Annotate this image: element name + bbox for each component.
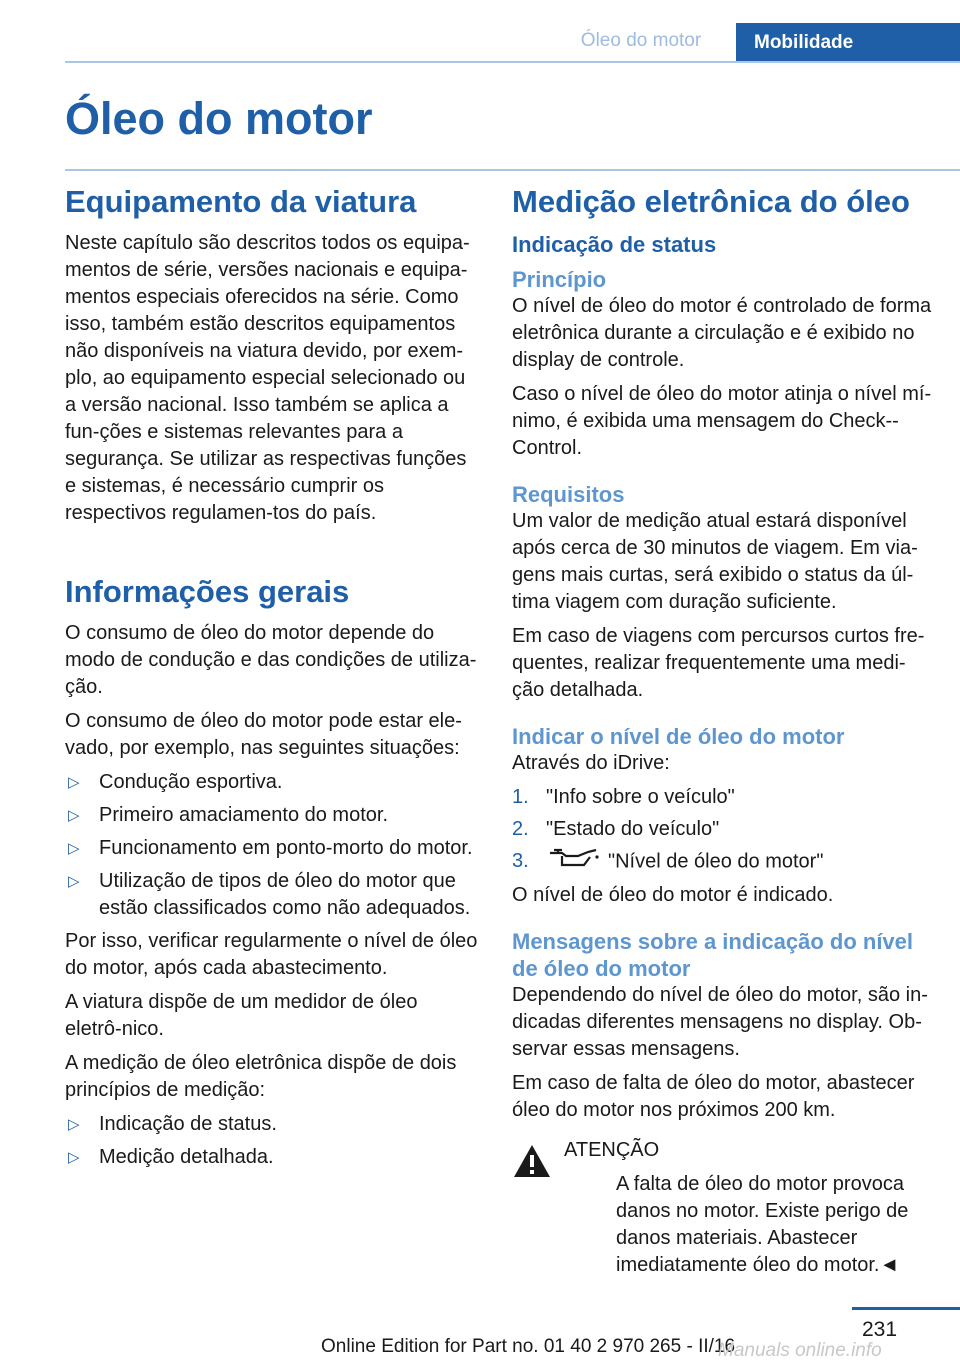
paragraph-general-1: O consumo de óleo do motor depende do modo de condução e das condições de utiliza-ção. <box>65 622 477 698</box>
page-number: 231 <box>862 1318 898 1341</box>
paragraph-principle-2: Caso o nível de óleo do motor atinja o nível mí-nimo, é exibida uma mensagem do Check--Control. <box>512 383 932 459</box>
watermark: Manuals online.info <box>718 1340 882 1361</box>
list-item: 1. "Info sobre o veículo" <box>512 786 735 808</box>
oil-can-icon <box>546 848 600 876</box>
triangle-bullet-icon: ▷ <box>68 1116 80 1133</box>
paragraph-principle-1: O nível de óleo do motor é controlado de forma eletrônica durante a circulação e é exibido no display de controle. <box>512 295 932 371</box>
list-item: ▷ Condução esportiva. <box>65 769 479 796</box>
paragraph-check: Por isso, verificar regularmente o nível de óleo do motor, após cada abastecimento. <box>65 930 478 979</box>
paragraph-via-idrive: Através do iDrive: <box>512 752 670 774</box>
warning-title: ATENÇÃO <box>564 1139 660 1161</box>
list-item: ▷ Funcionamento em ponto-morto do motor. <box>65 835 479 862</box>
heading-general-info: Informações gerais <box>65 574 350 609</box>
header-chapter-tab: Mobilidade <box>736 23 960 63</box>
heading-equipment: Equipamento da viatura <box>65 184 417 219</box>
list-item: ▷ Medição detalhada. <box>65 1144 479 1171</box>
heading-indicate-oil-level: Indicar o nível de óleo do motor <box>512 724 845 749</box>
list-item: 2. "Estado do veículo" <box>512 818 720 840</box>
paragraph-messages-2: Em caso de falta de óleo do motor, abastecer óleo do motor nos próximos 200 km. <box>512 1072 915 1121</box>
triangle-bullet-icon: ▷ <box>68 807 80 824</box>
triangle-bullet-icon: ▷ <box>68 774 80 791</box>
warning-text: A falta de óleo do motor provoca danos no motor. Existe perigo de danos materiais. Abastecer imediatamente óleo do motor.◄ <box>616 1173 909 1276</box>
warning-box <box>512 1137 932 1279</box>
footer-rule <box>852 1307 960 1310</box>
principles-list <box>65 1111 479 1171</box>
paragraph-indicated: O nível de óleo do motor é indicado. <box>512 884 834 906</box>
heading-requirements: Requisitos <box>512 482 625 507</box>
list-item: 3. "Nível de óleo do motor" <box>512 848 932 876</box>
warning-triangle-icon <box>512 1143 552 1187</box>
heading-status-indication: Indicação de status <box>512 232 717 257</box>
page-title: Óleo do motor <box>65 93 373 144</box>
heading-principle: Princípio <box>512 267 607 292</box>
paragraph-general-2: O consumo de óleo do motor pode estar ele-vado, por exemplo, nas seguintes situações: <box>65 710 462 759</box>
triangle-bullet-icon: ▷ <box>68 840 80 857</box>
paragraph-requirements-2: Em caso de viagens com percursos curtos fre-quentes, realizar frequentemente uma medi-ção detalhada. <box>512 625 925 701</box>
paragraph-meter: A viatura dispõe de um medidor de óleo eletrô-nico. <box>65 991 418 1040</box>
title-rule <box>65 169 960 171</box>
header-section-label: Óleo do motor <box>580 30 702 51</box>
left-column <box>65 180 479 1177</box>
list-item: ▷ Indicação de status. <box>65 1111 479 1138</box>
header-rule <box>65 61 960 63</box>
footer-edition: Online Edition for Part no. 01 40 2 970 265 - II/16 <box>321 1336 736 1357</box>
situations-list <box>65 769 479 922</box>
list-item: ▷ Utilização de tipos de óleo do motor que estão classificados como não adequados. <box>68 870 471 919</box>
triangle-bullet-icon: ▷ <box>68 1149 80 1166</box>
paragraph-requirements-1: Um valor de medição atual estará disponível após cerca de 30 minutos de viagem. Em via-gens mais curtas, será exibido o status da úl-tima viagem com duração suficiente. <box>512 510 918 613</box>
triangle-bullet-icon: ▷ <box>68 873 80 890</box>
heading-electronic-measurement: Medição eletrônica do óleo <box>512 184 910 219</box>
paragraph-principles: A medição de óleo eletrônica dispõe de dois princípios de medição: <box>65 1052 457 1101</box>
right-column <box>512 180 932 1286</box>
heading-messages: Mensagens sobre a indicação do nível de óleo do motor <box>512 929 914 981</box>
list-item: ▷ Primeiro amaciamento do motor. <box>65 802 479 829</box>
idrive-steps-list <box>512 784 932 876</box>
paragraph-equipment: Neste capítulo são descritos todos os equipa-mentos de série, versões nacionais e equipa-mentos especiais oferecidos na série. Como isso, também estão descritos equipamentos não disponíveis na viatura devido, por exem-plo, ao equipamento especial selecionado ou a versão nacional. Isso também se aplica a fun-ções e sistemas relevantes para a segurança. Se utilizar as respectivas funções e sistemas, é necessário cumprir os respectivos regulamen-tos do país. <box>65 232 470 524</box>
paragraph-messages-1: Dependendo do nível de óleo do motor, são in-dicadas diferentes mensagens no display. Ob-servar essas mensagens. <box>512 984 928 1060</box>
